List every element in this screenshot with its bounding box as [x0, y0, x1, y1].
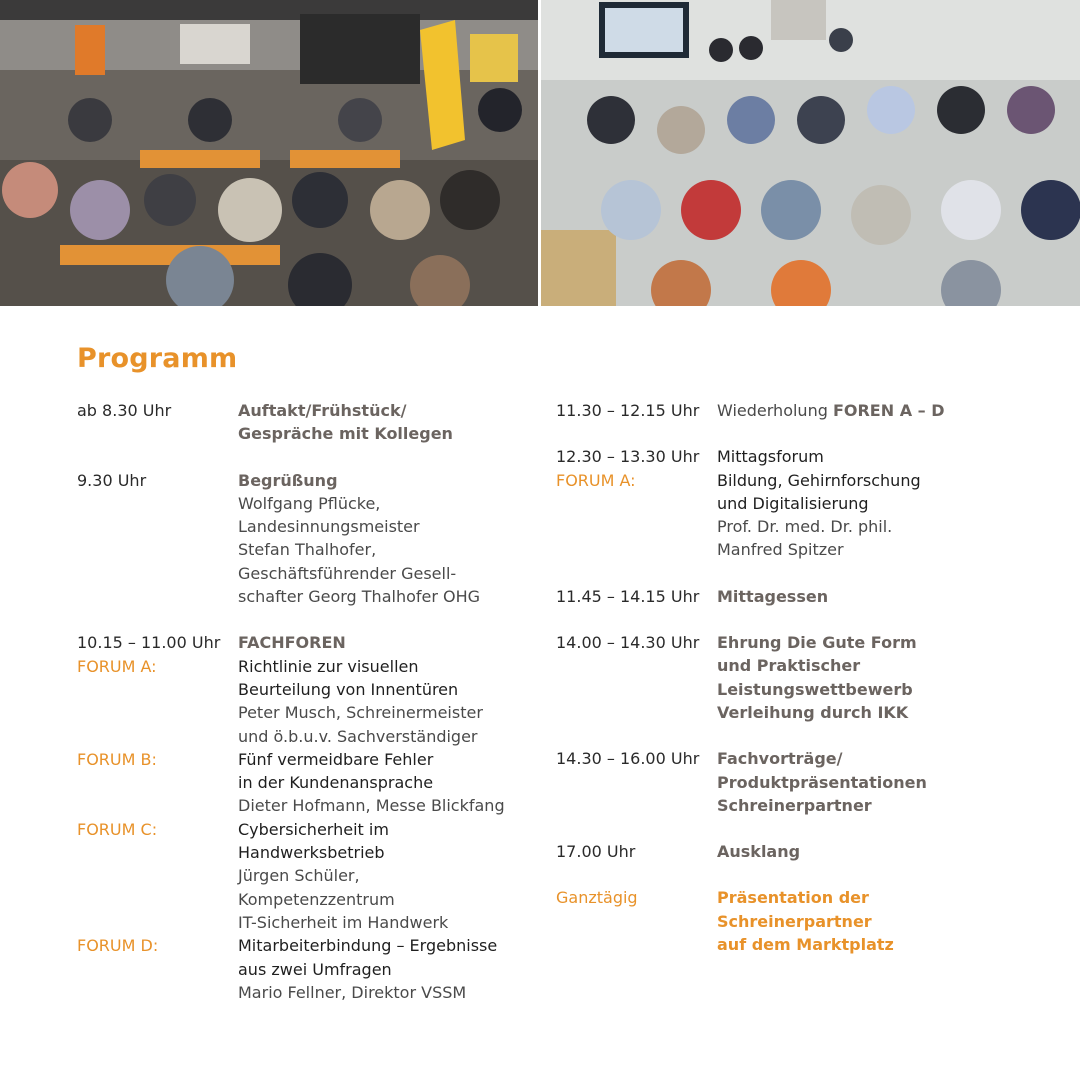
entry-title: Gespräche mit Kollegen [238, 424, 453, 444]
entry-heading: Begrüßung [238, 470, 338, 490]
entry-heading: FACHFOREN [238, 633, 346, 653]
forum-label: FORUM A: [77, 656, 157, 676]
entry-time: 9.30 Uhr [77, 470, 147, 490]
forum-label: FORUM D: [77, 936, 159, 956]
entry-title: Produktpräsentationen [717, 772, 927, 792]
forum-c [77, 818, 537, 934]
forum-topic: in der Kundenansprache [238, 773, 434, 793]
entry-time: Ganztägig [556, 888, 638, 908]
forum-a [77, 655, 537, 748]
program-entry-fachforen [77, 631, 537, 1004]
forum-topic: Mitarbeiterbindung – Ergebnisse [238, 936, 498, 956]
program-entry [556, 631, 1056, 724]
forum-topic: aus zwei Umfragen [238, 959, 392, 979]
entry-title: und Digitalisierung [717, 493, 869, 513]
photo-strip [0, 0, 1080, 306]
program-entry [556, 585, 1056, 608]
entry-title: Präsentation der [717, 888, 869, 908]
entry-title: auf dem Marktplatz [717, 935, 894, 955]
program-entry [556, 445, 1056, 561]
lecture-audience-photo [541, 0, 1080, 306]
entry-title: Leistungswettbewerb [717, 679, 913, 699]
entry-time: 11.45 – 14.15 Uhr [556, 586, 700, 606]
program-left-column [77, 399, 537, 1027]
forum-speaker: Dieter Hofmann, Messe Blickfang [238, 796, 505, 816]
repeat-prefix: Wiederholung [717, 401, 833, 420]
entry-time: 10.15 – 11.00 Uhr [77, 633, 221, 653]
entry-detail: Manfred Spitzer [717, 540, 844, 560]
entry-time: 14.00 – 14.30 Uhr [556, 633, 700, 653]
entry-title: und Praktischer [717, 656, 861, 676]
forum-topic: Cybersicherheit im [238, 819, 389, 839]
program-entry [556, 886, 1056, 956]
entry-time: 17.00 Uhr [556, 842, 636, 862]
entry-time: ab 8.30 Uhr [77, 401, 172, 420]
program-entry [77, 469, 537, 609]
forum-speaker: Peter Musch, Schreinermeister [238, 703, 483, 723]
entry-detail: Geschäftsführender Gesell- [238, 563, 457, 583]
program-entry [556, 747, 1056, 817]
page-title: Programm [77, 343, 238, 374]
entry-detail: Wolfgang Pflücke, [238, 493, 381, 513]
entry-detail: schafter Georg Thalhofer OHG [238, 587, 481, 607]
entry-title: Schreinerpartner [717, 795, 872, 815]
forum-label: FORUM A: [556, 470, 636, 490]
forum-topic: Richtlinie zur visuellen [238, 656, 419, 676]
forum-label: FORUM C: [77, 819, 158, 839]
program-entry [556, 840, 1056, 863]
entry-time: 12.30 – 13.30 Uhr [556, 447, 700, 467]
entry-title: Ehrung Die Gute Form [717, 633, 917, 653]
entry-title: Schreinerpartner [717, 911, 872, 931]
entry-title: Bildung, Gehirnforschung [717, 470, 921, 490]
forum-topic: Fünf vermeidbare Fehler [238, 749, 434, 769]
forum-speaker: Jürgen Schüler, [238, 866, 360, 886]
program-entry [77, 399, 537, 446]
entry-title: Mittagsforum [717, 447, 824, 467]
entry-time: 14.30 – 16.00 Uhr [556, 749, 700, 769]
entry-title: Verleihung durch IKK [717, 702, 909, 722]
forum-topic: Beurteilung von Innentüren [238, 679, 459, 699]
forum-speaker: IT-Sicherheit im Handwerk [238, 912, 449, 932]
program-right-column [556, 399, 1056, 979]
entry-detail: Landesinnungsmeister [238, 517, 420, 537]
entry-title: Mittagessen [717, 586, 829, 606]
forum-label: FORUM B: [77, 749, 157, 769]
repeat-emphasis: FOREN A – D [832, 401, 945, 420]
entry-title: Auftakt/Frühstück/ [238, 401, 407, 420]
forum-b [77, 748, 537, 818]
entry-title: Ausklang [717, 842, 801, 862]
entry-title: Fachvorträge/ [717, 749, 843, 769]
forum-speaker: Mario Fellner, Direktor VSSM [238, 982, 467, 1002]
forum-d [77, 934, 537, 1004]
entry-detail: Prof. Dr. med. Dr. phil. [717, 517, 893, 537]
entry-detail: Stefan Thalhofer, [238, 540, 377, 560]
entry-title [717, 399, 1056, 422]
forum-speaker: Kompetenzzentrum [238, 889, 395, 909]
forum-speaker: und ö.b.u.v. Sachverständiger [238, 726, 478, 746]
entry-time: 11.30 – 12.15 Uhr [556, 401, 700, 420]
program-entry [556, 399, 1056, 422]
event-crowd-photo [0, 0, 538, 306]
forum-topic: Handwerksbetrieb [238, 843, 385, 863]
